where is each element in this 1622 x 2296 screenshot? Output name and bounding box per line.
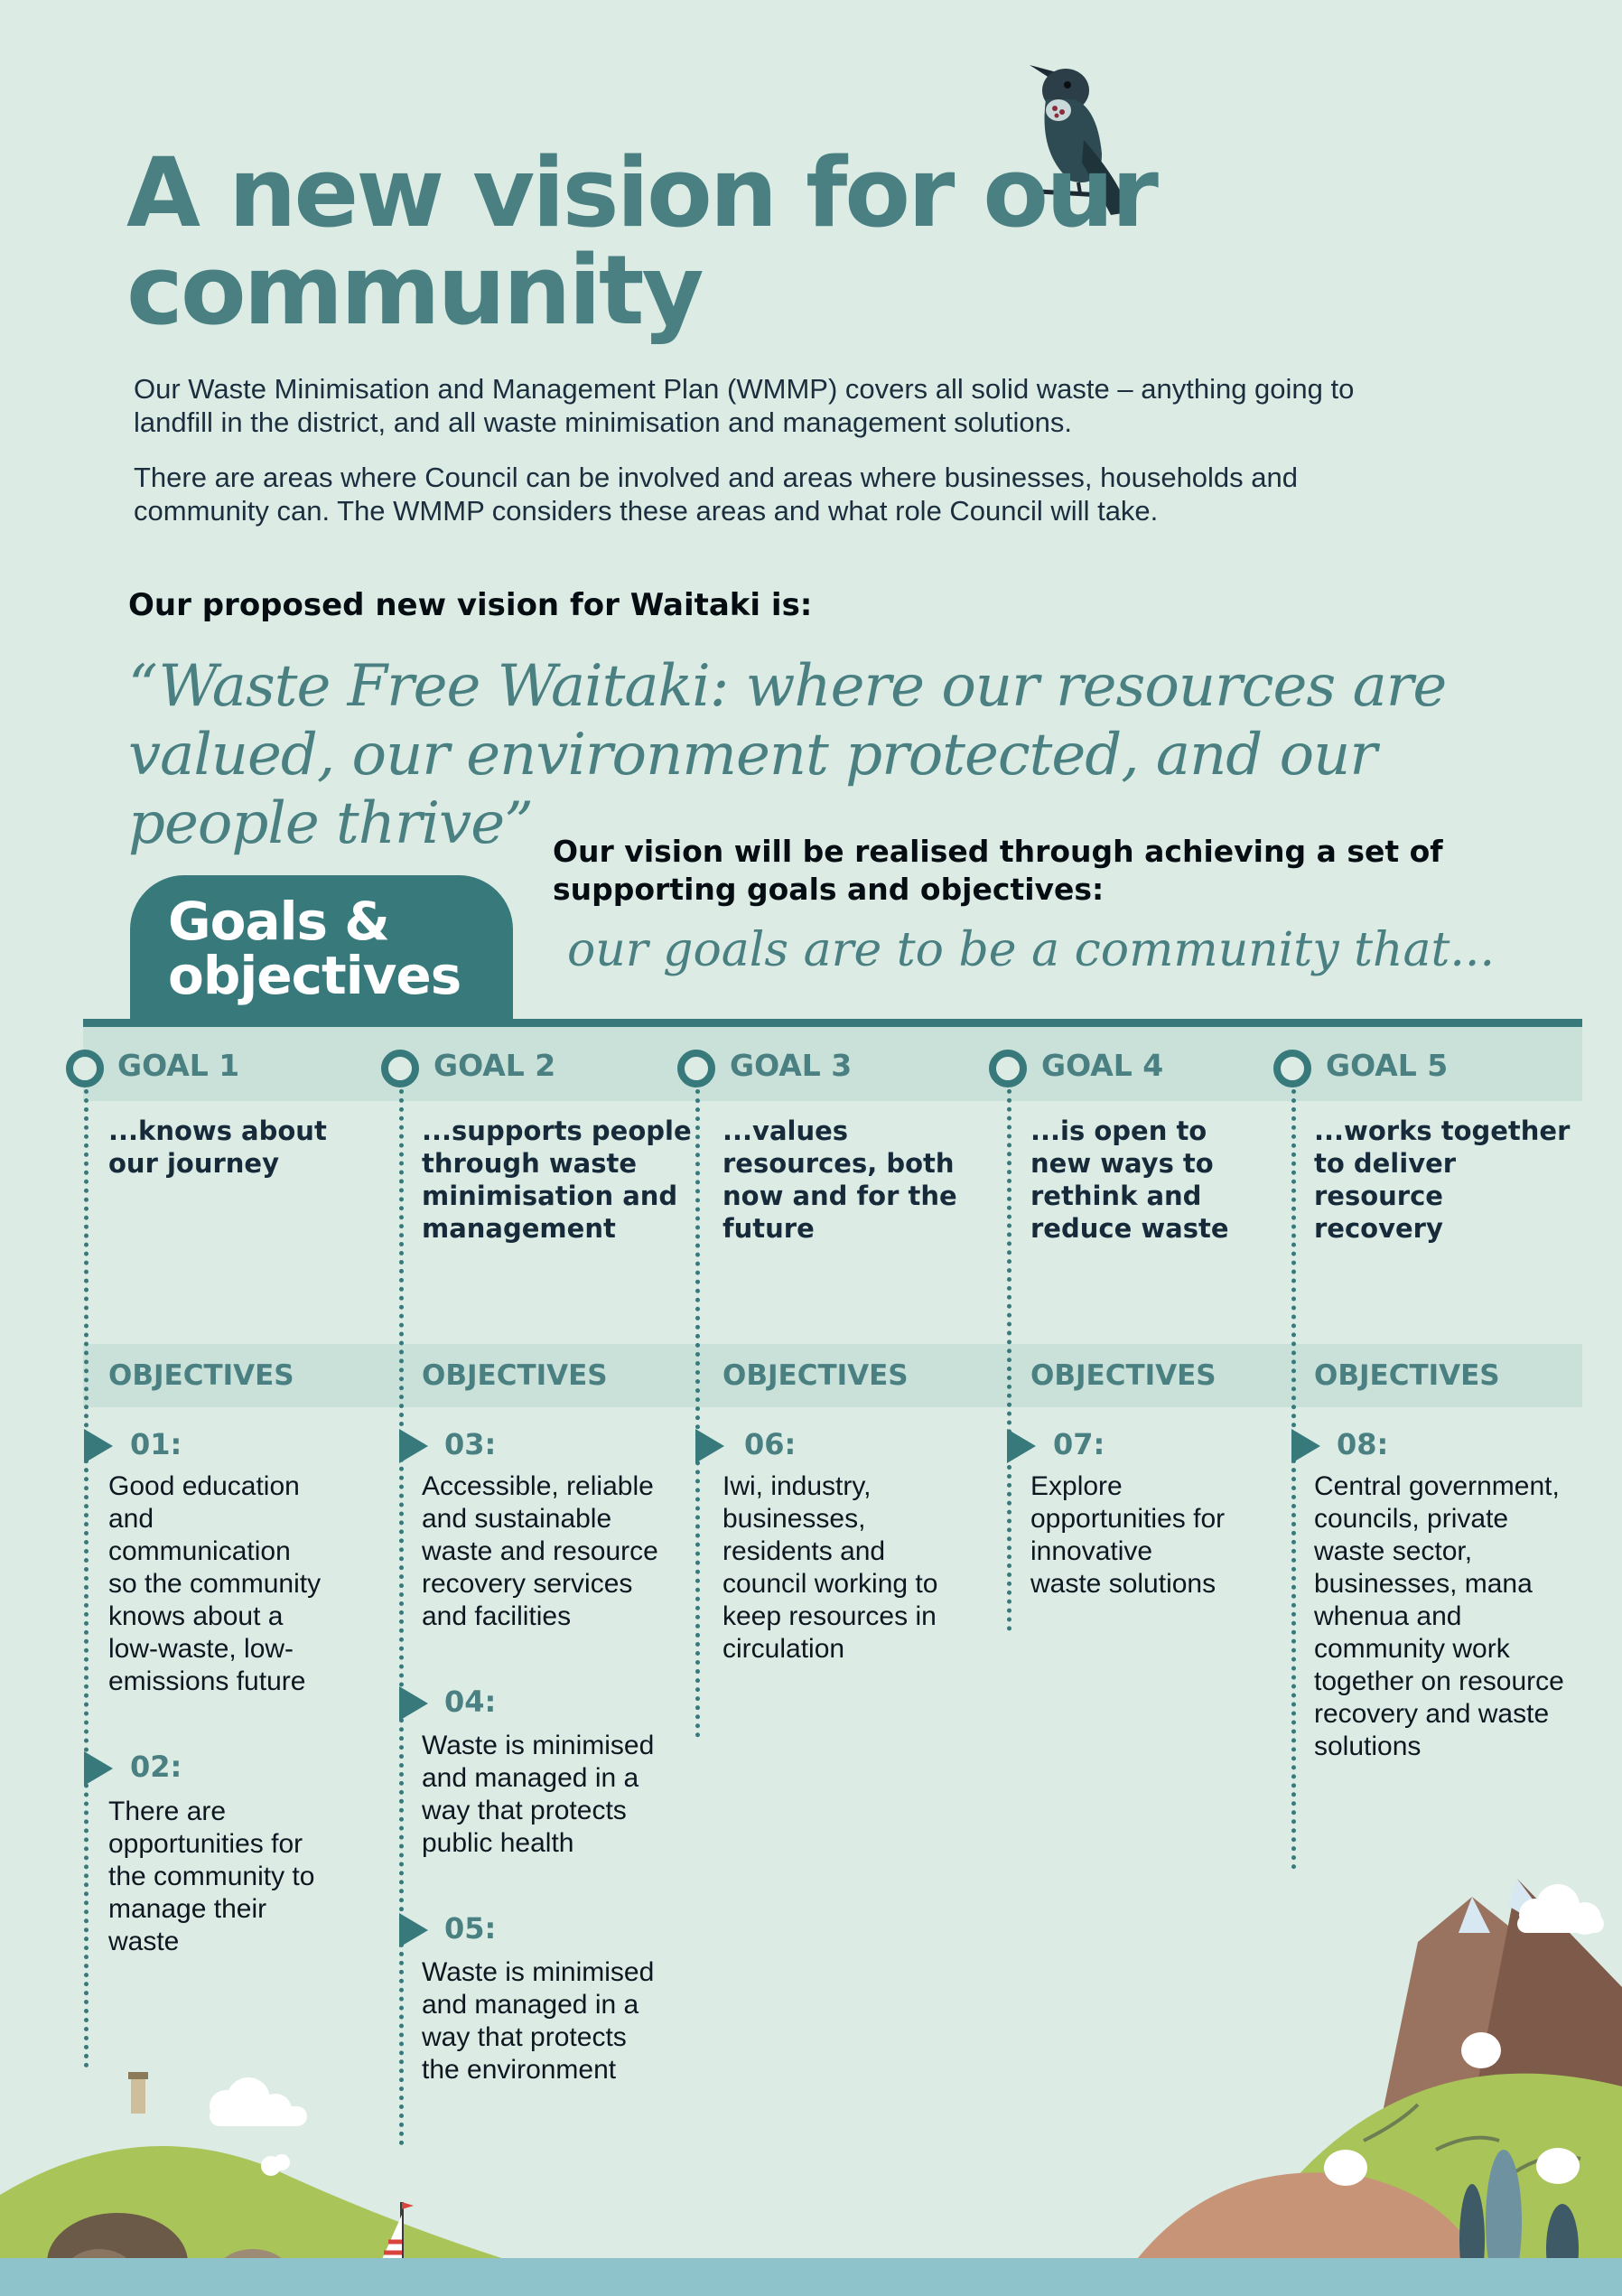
goal-2-description: ...supports people through waste minimisation and management xyxy=(422,1115,692,1244)
goal-3-label: GOAL 3 xyxy=(730,1048,853,1083)
vision-quote: “Waste Free Waitaki: where our resources are valued, our environment protected, and our people thrive” xyxy=(128,653,1447,857)
goal-1-description: ...knows about our journey xyxy=(108,1115,327,1179)
goal-5-timeline xyxy=(1291,1080,1296,1870)
goal-3-timeline xyxy=(695,1080,700,1738)
objective-07-number: 07: xyxy=(1053,1427,1105,1461)
goal-5-description: ...works together to deliver resource recovery xyxy=(1314,1115,1571,1244)
objective-06-arrow-icon xyxy=(695,1429,724,1463)
objective-06-text: Iwi, industry, businesses, residents and council working to keep resources in circulation xyxy=(722,1471,938,1664)
objective-06-number: 06: xyxy=(744,1427,797,1461)
objective-05-text: Waste is minimised and managed in a way that protects the environment xyxy=(422,1957,655,2085)
goals-lead-text: Our vision will be realised through achieving a set of supporting goals and objectives: xyxy=(553,834,1443,907)
objective-01-arrow-icon xyxy=(84,1429,113,1463)
objective-02-text: There are opportunities for the community to manage their waste xyxy=(108,1797,315,1956)
objective-04-text: Waste is minimised and managed in a way that protects public health xyxy=(422,1731,655,1858)
page-title: A new vision for our community xyxy=(126,137,1156,346)
goal-4-objectives-heading: OBJECTIVES xyxy=(1030,1359,1216,1392)
goal-2-node-icon xyxy=(381,1050,419,1087)
goal-5-label: GOAL 5 xyxy=(1326,1048,1449,1083)
goals-divider xyxy=(83,1019,1582,1027)
objective-03-text: Accessible, reliable and sustainable waste and resource recovery services and facilities xyxy=(422,1471,658,1631)
goal-1-node-icon xyxy=(66,1050,104,1087)
objective-03-number: 03: xyxy=(444,1427,497,1461)
objective-04-number: 04: xyxy=(444,1685,497,1719)
goal-3-description: ...values resources, both now and for the future xyxy=(722,1115,957,1244)
goals-tab-label: Goals & objectives xyxy=(168,891,461,1006)
goal-2-timeline xyxy=(399,1080,404,2146)
goal-1-objectives-heading: OBJECTIVES xyxy=(108,1359,294,1392)
intro-paragraph-2: There are areas where Council can be involved and areas where businesses, households and community can. The WMMP considers these areas and what role Council will take. xyxy=(134,462,1299,527)
objective-05-number: 05: xyxy=(444,1911,497,1946)
intro-paragraph-1: Our Waste Minimisation and Management Plan (WMMP) covers all solid waste – anything going to landfill in the district, and all waste minimisation and management solutions. xyxy=(134,373,1355,438)
goal-2-label: GOAL 2 xyxy=(433,1048,556,1083)
goals-handwritten-note: our goals are to be a community that... xyxy=(567,923,1495,977)
objective-02-number: 02: xyxy=(130,1750,182,1784)
mountains-sheep-illustration xyxy=(1093,1879,1622,2296)
goal-5-objectives-heading: OBJECTIVES xyxy=(1314,1359,1500,1392)
objective-08-arrow-icon xyxy=(1291,1429,1320,1463)
objective-01-text: Good education and communication so the community knows about a low-waste, low-emissions future xyxy=(108,1471,322,1696)
goal-1-timeline xyxy=(84,1080,89,2068)
objective-02-arrow-icon xyxy=(84,1751,113,1786)
objective-03-arrow-icon xyxy=(399,1429,428,1463)
objective-01-number: 01: xyxy=(130,1427,182,1461)
goal-1-label: GOAL 1 xyxy=(117,1048,240,1083)
goal-4-description: ...is open to new ways to rethink and reduce waste xyxy=(1030,1115,1229,1244)
objective-08-number: 08: xyxy=(1337,1427,1389,1461)
vision-label: Our proposed new vision for Waitaki is: xyxy=(128,587,813,623)
objective-04-arrow-icon xyxy=(399,1686,428,1721)
objective-08-text: Central government, councils, private waste sector, businesses, mana whenua and community work together on resource recovery and waste solutions xyxy=(1314,1471,1564,1761)
objective-05-arrow-icon xyxy=(399,1913,428,1947)
goal-4-node-icon xyxy=(989,1050,1027,1087)
goal-3-node-icon xyxy=(677,1050,715,1087)
goal-4-label: GOAL 4 xyxy=(1041,1048,1164,1083)
goal-5-node-icon xyxy=(1273,1050,1311,1087)
goal-2-objectives-heading: OBJECTIVES xyxy=(422,1359,608,1392)
goal-4-timeline xyxy=(1007,1080,1011,1631)
goal-3-objectives-heading: OBJECTIVES xyxy=(722,1359,909,1392)
water-band xyxy=(0,2258,1622,2296)
objective-07-arrow-icon xyxy=(1007,1429,1036,1463)
objective-07-text: Explore opportunities for innovative waste solutions xyxy=(1030,1471,1226,1599)
